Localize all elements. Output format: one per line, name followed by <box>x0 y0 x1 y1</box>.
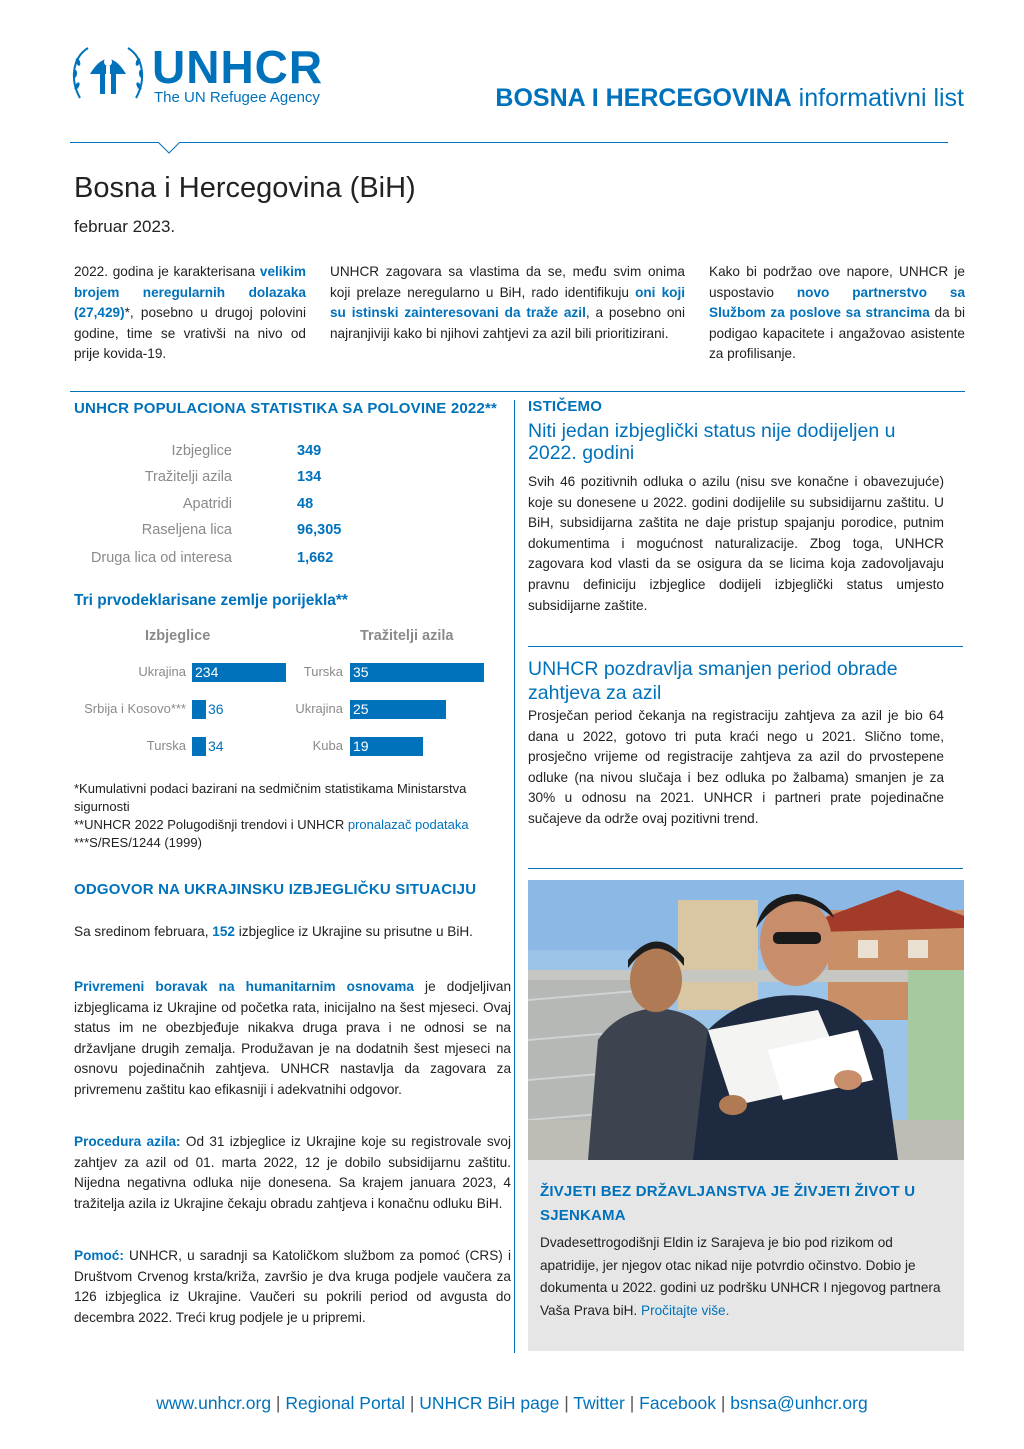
footer-link-facebook[interactable]: Facebook <box>639 1393 716 1413</box>
footer-link-website[interactable]: www.unhcr.org <box>156 1393 272 1413</box>
section-rule <box>70 391 965 392</box>
stat-row: Tražitelji azila 134 <box>144 469 322 485</box>
column-divider <box>514 400 515 1353</box>
bar <box>192 737 206 756</box>
bar-value-label: 234 <box>195 664 219 680</box>
highlights-title: Niti jedan izbjeglički status nije dodijeljen u 2022. godini <box>528 420 896 464</box>
bar-value-label: 34 <box>208 738 224 754</box>
stats-heading: UNHCR POPULACIONA STATISTIKA SA POLOVINE 2022** <box>74 400 498 417</box>
bar-category-label: Kuba <box>312 738 343 753</box>
eldin-photo <box>528 880 964 1160</box>
bar-category-label: Turska <box>146 738 186 753</box>
ukraine-paragraph-1: Sa sredinom februara, 152 izbjeglice iz Ukrajine su prisutne u BiH. <box>74 924 473 939</box>
page-title: Bosna i Hercegovina (BiH) <box>74 172 416 204</box>
data-finder-link[interactable]: pronalazač podataka <box>347 817 469 832</box>
right-rule <box>528 646 963 647</box>
unhcr-emblem-icon <box>68 40 148 110</box>
stat-row: Raseljena lica 96,305 <box>141 522 342 538</box>
logo-tagline: The UN Refugee Agency <box>154 89 320 106</box>
bar-category-label: Srbija i Kosovo*** <box>84 701 186 716</box>
header-notch <box>158 142 180 154</box>
header-country: BOSNA I HERCEGOVINA <box>495 84 792 112</box>
asylum-chart-title: Tražitelji azila <box>360 628 454 644</box>
header-title <box>495 84 964 113</box>
bar-value-label: 25 <box>353 701 369 717</box>
footer-link-regional-portal[interactable]: Regional Portal <box>285 1393 405 1413</box>
bar-value-label: 35 <box>353 664 369 680</box>
intro-column-1: 2022. godina je karakterisana velikim brojem neregularnih dolazaka (27,429)*, posebno u drugoj polovini godine, time se vrativši na nivo od prije kovida-19. <box>74 264 306 362</box>
footer-link-email[interactable]: bsnsa@unhcr.org <box>730 1393 868 1413</box>
refugees-chart-title: Izbjeglice <box>145 628 211 644</box>
footnote-1: *Kumulativni podaci bazirani na sedmičnim statistikama Ministarstva sigurnosti <box>74 781 467 814</box>
footnotes <box>74 780 504 852</box>
header-rule <box>70 142 948 143</box>
bar-value-label: 36 <box>208 701 224 717</box>
read-more-link[interactable]: Pročitajte više. <box>641 1302 730 1318</box>
page-date: februar 2023. <box>74 217 176 236</box>
origin-heading: Tri prvodeklarisane zemlje porijekla** <box>74 592 348 609</box>
stat-row: Izbjeglice 349 <box>171 443 322 459</box>
ukraine-paragraph-3: Procedura azila: Od 31 izbjeglice iz Ukrajine koje su registrovale svoj zahtjev za azil od 01. marta 2022, 12 je dobilo subsidijarnu zaštitu. Nijedna negativna odluka nije donesena. Sa krajem januara 2023, 4 tražitelja azila iz Ukrajine čekaju obradu zahtjeva i konačnu odluku BiH. <box>74 1134 512 1211</box>
bar-category-label: Ukrajina <box>138 664 186 679</box>
footer-links: www.unhcr.org | Regional Portal | UNHCR BiH page | Twitter | Facebook | bsnsa@unhcr.org <box>156 1393 868 1413</box>
intro-column-3: Kako bi podržao ove napore, UNHCR je uspostavio novo partnerstvo sa Službom za poslove sa strancima da bi podigao kapacitete i angažovao asistente za profilisanje. <box>709 264 966 362</box>
bar-category-label: Ukrajina <box>295 701 343 716</box>
bar-category-label: Turska <box>303 664 343 679</box>
ukraine-heading: ODGOVOR NA UKRAJINSKU IZBJEGLIČKU SITUACIJU <box>74 881 477 898</box>
footnote-2: **UNHCR 2022 Polugodišnji trendovi i UNHCR pronalazač podataka <box>74 817 469 832</box>
bar <box>192 700 206 719</box>
highlights-label: ISTIČEMO <box>528 398 603 415</box>
right-rule-2 <box>528 868 963 869</box>
stateless-heading: ŽIVJETI BEZ DRŽAVLJANSTVA JE ŽIVJETI ŽIVOT U SJENKAMA <box>540 1183 916 1224</box>
stateless-text: Dvadesettrogodišnji Eldin iz Sarajeva je bio pod rizikom od apatridije, jer njegov otac nikad nije potvrdio očinstvo. Dobio je dokumenta u 2022. godini uz podršku UNHCR I njegovog partnera Vaša Prava biH. Pročitajte više. <box>540 1235 941 1318</box>
highlights-text: Svih 46 pozitivnih odluka o azilu (nisu sve konačne i obavezujuće) koje su donesene u 2022. godini dodijelile su subsidijarnu zaštitu. U BiH, subsidijarna zaštita ne daje pristup spajanju porodice, putnim dokumentima i mogućnost naturalizacije. Zbog toga, UNHCR zagovara kod vlasti da se osigura da se licima koja zadovoljavaju pravnu definiciju izbjeglice dodijeli izbjeglički status umjesto subsidijarne zaštite. <box>528 474 944 613</box>
footer-link-bih-page[interactable]: UNHCR BiH page <box>419 1393 560 1413</box>
ukraine-paragraph-2: Privremeni boravak na humanitarnim osnovama je dodjeljivan izbjeglicama iz Ukrajine od početka rata, inicijalno na šest mjeseci. Ovaj status im ne obezbjeđuje nikakva druga prava i ne odnosi se na državljane drugih zemalja. Produžavan je na dodatnih šest mjeseci na osnovu pojedinačnih zahtjeva. UNHCR nastavlja da zagovara za privremenu zaštitu kao efikasniji i adekvatnihi odgovor. <box>74 979 512 1097</box>
bar-value-label: 19 <box>353 738 369 754</box>
stat-row: Apatridi 48 <box>182 496 314 512</box>
ukraine-paragraph-4: Pomoć: UNHCR, u saradnji sa Katoličkom službom za pomoć (CRS) i Društvom Crvenog krsta/križa, završio je dva kruga podjele vaučera za 126 izbjeglica iz Ukrajine. Vaučeri su pokrili period od avgusta do decembra 2022. Treći krug podjele je u pripremi. <box>74 1248 511 1325</box>
stat-row: Druga lica od interesa 1,662 <box>90 550 334 566</box>
intro-column-2: UNHCR zagovara sa vlastima da se, među svim onima koji prelaze neregularno u BiH, rado identifikuju oni koji su istinski zainteresovani da traže azil, a posebno oni najranjiviji kako bi njihovi zahtjevi za azil bili prioritizirani. <box>330 264 686 341</box>
logo-wordmark: UNHCR <box>152 41 324 93</box>
welcome-title: UNHCR pozdravlja smanjen period obrade zahtjeva za azil <box>528 658 898 704</box>
welcome-text: Prosječan period čekanja na registraciju zahtjeva za azil je bio 64 dana u 2022, gotovo tri puta kraći nego u 2021. Slično tome, prosječno vrijeme od registracije zahtjeva za azil do prvostepene odluke (na nivou slučaja i bez odluka po žalbama) smanjen je za 30% u odnosu na 2021. UNHCR i partneri prate pojedinačne sučajeve da održe ovaj pozitivni trend. <box>528 708 944 826</box>
bar <box>350 663 484 682</box>
header-doc-type: informativni list <box>798 84 964 112</box>
footnote-3: ***S/RES/1244 (1999) <box>74 835 202 850</box>
footer-link-twitter[interactable]: Twitter <box>573 1393 625 1413</box>
